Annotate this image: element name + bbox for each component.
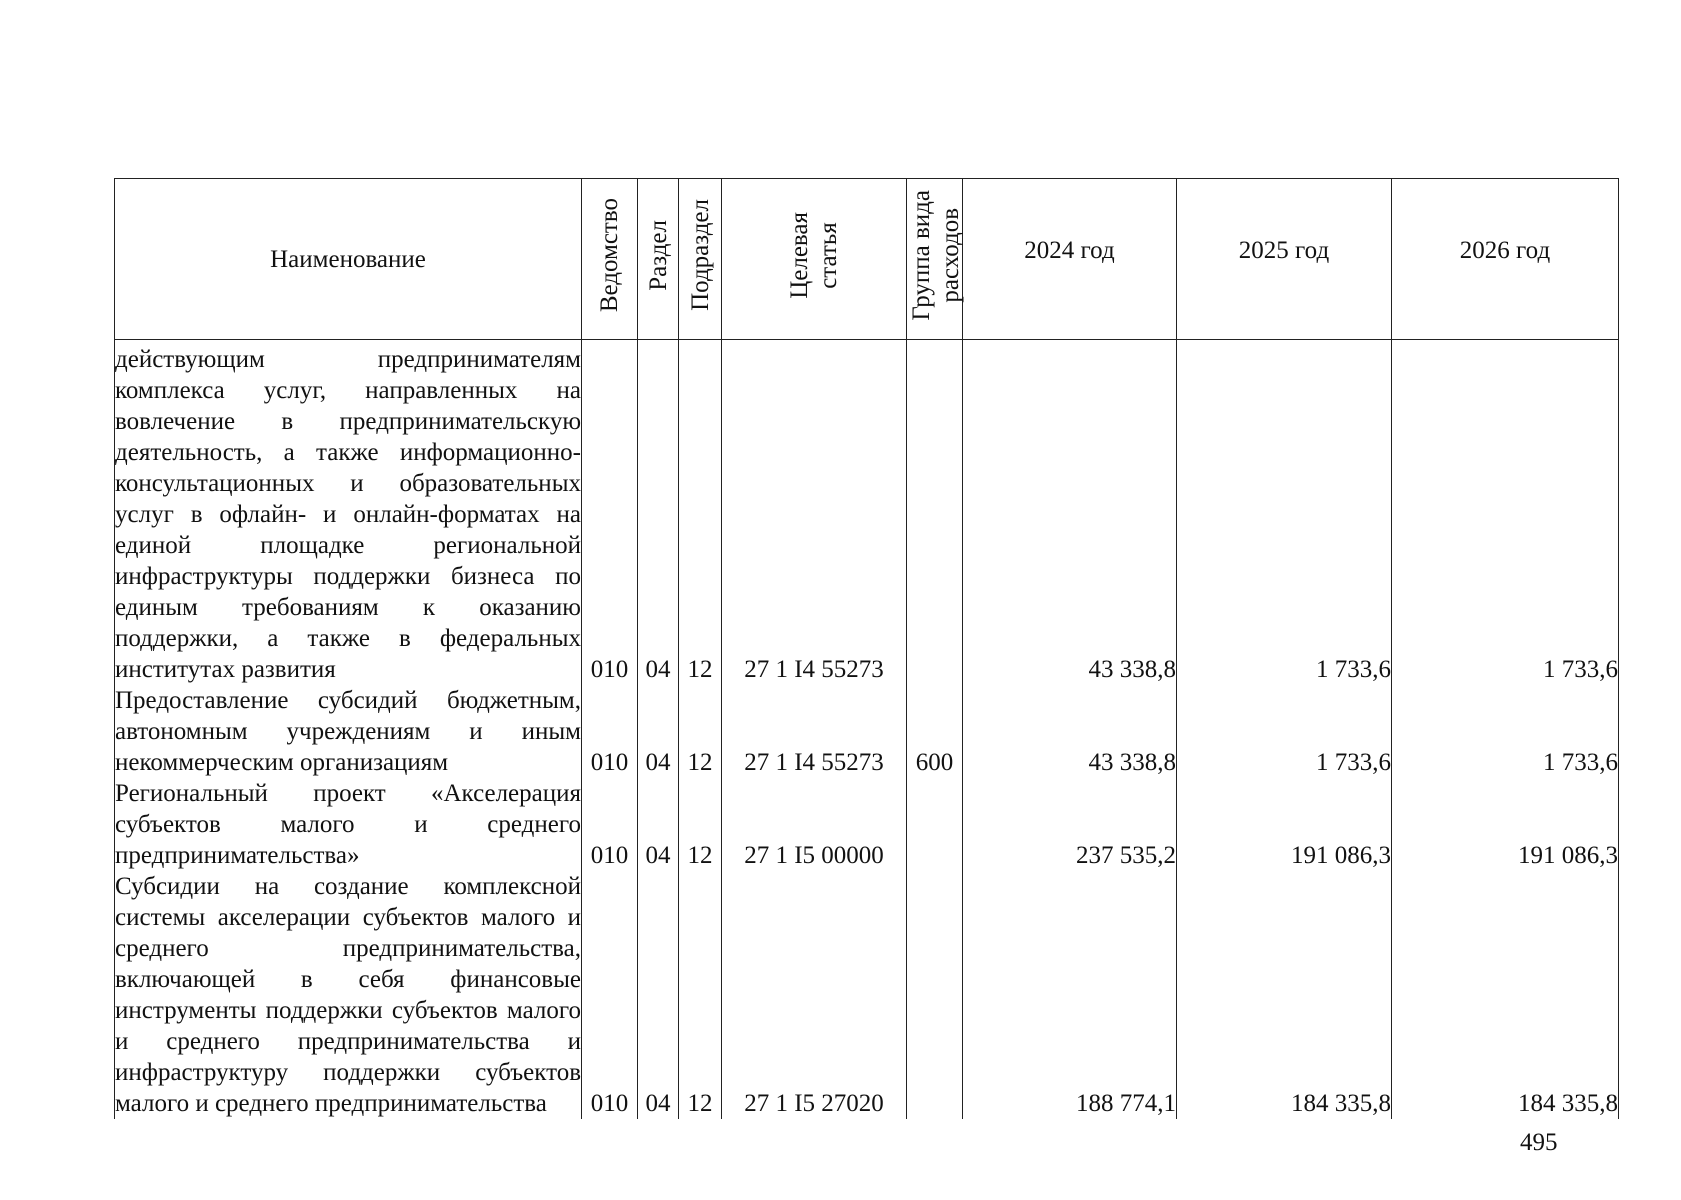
- header-2024: 2024 год: [963, 179, 1177, 340]
- table-body: [115, 340, 1619, 1120]
- row-celevaya: 27 1 I5 00000: [722, 778, 907, 871]
- row-2026: 1 733,6: [1392, 340, 1619, 686]
- header-vedomstvo: Ведомство: [582, 179, 638, 340]
- table-row: [115, 340, 1619, 686]
- row-vedomstvo: 010: [582, 871, 638, 1119]
- row-vedomstvo: 010: [582, 340, 638, 686]
- row-2026: 191 086,3: [1392, 778, 1619, 871]
- budget-table: [114, 178, 1619, 1119]
- row-vedomstvo: 010: [582, 778, 638, 871]
- row-podrazdel: 12: [679, 778, 722, 871]
- page-number: 495: [1520, 1129, 1558, 1156]
- row-razdel: 04: [638, 340, 679, 686]
- row-2024: 237 535,2: [963, 778, 1177, 871]
- row-celevaya: 27 1 I5 27020: [722, 871, 907, 1119]
- row-celevaya: 27 1 I4 55273: [722, 685, 907, 778]
- row-gruppa: [907, 778, 963, 871]
- row-gruppa: 600: [907, 685, 963, 778]
- row-2025: 191 086,3: [1177, 778, 1392, 871]
- row-name: Субсидии на создание комплексной системы акселерации субъектов малого и среднего предпринимательства, включающей в себя финансовые инструменты поддержки субъектов малого и среднего предпринимательства и инфраструктуру поддержки субъектов малого и среднего предпринимательства: [115, 873, 581, 1117]
- header-celevaya: Целевая статья: [722, 179, 907, 340]
- table-header: [115, 179, 1619, 340]
- row-name: действующим предпринимателям комплекса услуг, направленных на вовлечение в предпринимательскую деятельность, а также информационно-консультационных и образовательных услуг в офлайн- и онлайн-форматах на единой площадке региональной инфраструктуры поддержки бизнеса по единым требованиям к оказанию поддержки, а также в федеральных институтах развития: [115, 340, 582, 686]
- header-2025: 2025 год: [1177, 179, 1392, 340]
- row-2024: 43 338,8: [963, 340, 1177, 686]
- row-podrazdel: 12: [679, 340, 722, 686]
- row-2025: 1 733,6: [1177, 685, 1392, 778]
- header-name: Наименование: [115, 179, 582, 340]
- row-razdel: 04: [638, 778, 679, 871]
- table-row: [115, 871, 1619, 1119]
- row-podrazdel: 12: [679, 871, 722, 1119]
- row-2026: 184 335,8: [1392, 871, 1619, 1119]
- row-gruppa: [907, 340, 963, 686]
- row-razdel: 04: [638, 871, 679, 1119]
- row-2026: 1 733,6: [1392, 685, 1619, 778]
- row-razdel: 04: [638, 685, 679, 778]
- row-gruppa: [907, 871, 963, 1119]
- table-row: [115, 685, 1619, 778]
- table-row: [115, 778, 1619, 871]
- header-razdel: Раздел: [638, 179, 679, 340]
- header-gruppa: Группа вида расходов: [907, 179, 963, 340]
- row-2024: 43 338,8: [963, 685, 1177, 778]
- header-2026: 2026 год: [1392, 179, 1619, 340]
- row-vedomstvo: 010: [582, 685, 638, 778]
- row-name: Предоставление субсидий бюджетным, автономным учреждениям и иным некоммерческим организациям: [115, 687, 581, 776]
- row-2025: 184 335,8: [1177, 871, 1392, 1119]
- row-podrazdel: 12: [679, 685, 722, 778]
- row-2025: 1 733,6: [1177, 340, 1392, 686]
- row-2024: 188 774,1: [963, 871, 1177, 1119]
- row-celevaya: 27 1 I4 55273: [722, 340, 907, 686]
- header-podrazdel: Подраздел: [679, 179, 722, 340]
- row-name: Региональный проект «Акселерация субъектов малого и среднего предпринимательства»: [115, 780, 581, 869]
